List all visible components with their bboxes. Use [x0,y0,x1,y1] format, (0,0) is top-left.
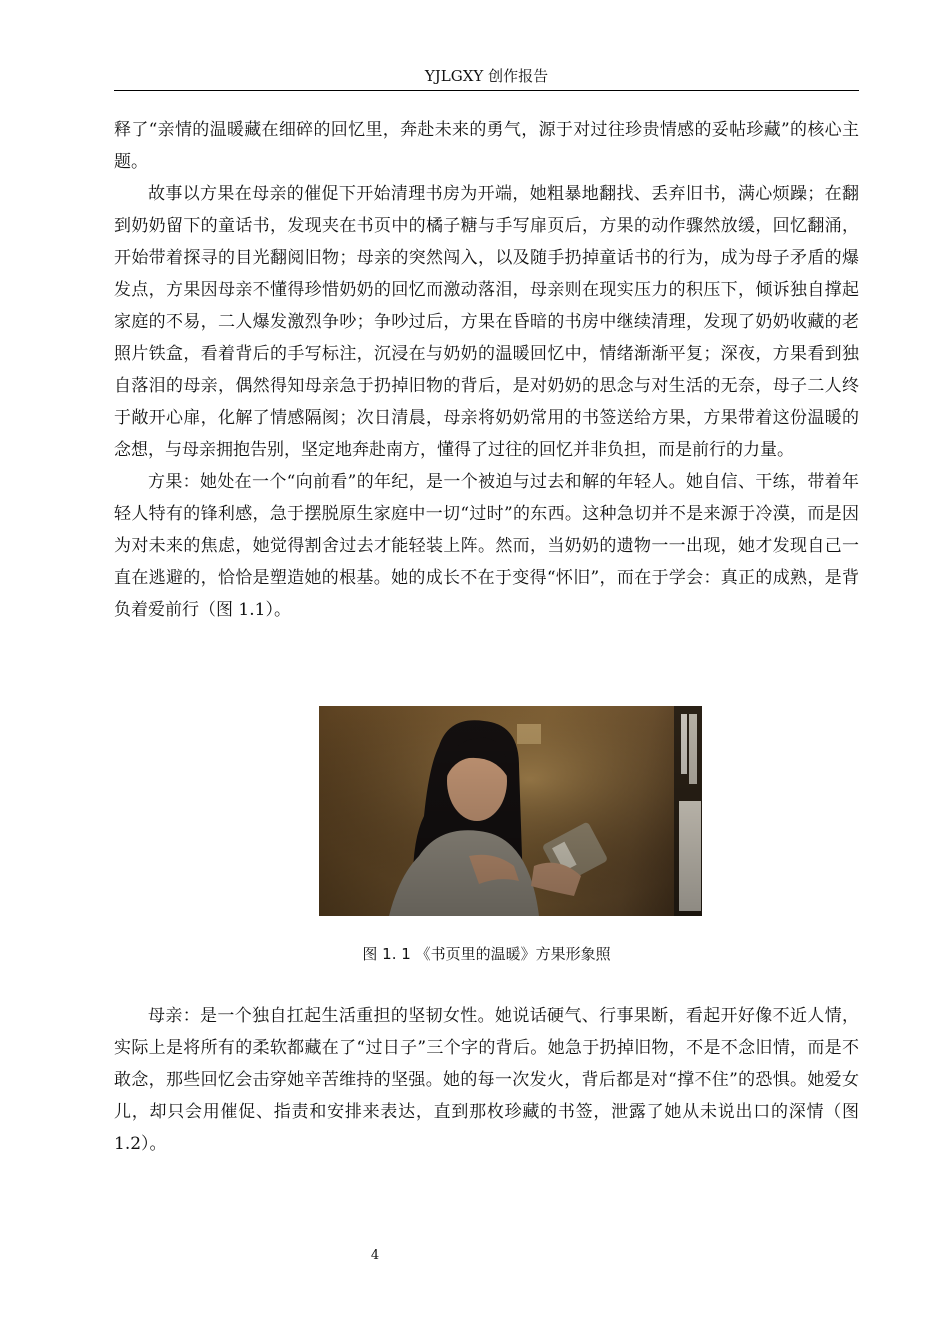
photo-illustration [319,706,702,916]
paragraph-character-fangguo: 方果：她处在一个“向前看”的年纪，是一个被迫与过去和解的年轻人。她自信、干练，带着年轻人特有的锋利感，急于摆脱原生家庭中一切“过时”的东西。这种急切并不是来源于冷漠，而是因为对未来的焦虑，她觉得割舍过去才能轻装上阵。然而，当奶奶的遗物一一出现，她才发现自己一直在逃避的，恰恰是塑造她的根基。她的成长不在于变得“怀旧”，而在于学会：真正的成熟，是背负着爱前行（图 1.1）。 [114,472,859,620]
figure-caption: 图 1. 1 《书页里的温暖》方果形象照 [362,945,611,963]
page-number: 4 [370,1248,380,1263]
body-text-top [114,114,859,626]
paragraph-character-mother: 母亲：是一个独自扛起生活重担的坚韧女性。她说话硬气、行事果断，看起开好像不近人情，实际上是将所有的柔软都藏在了“过日子”三个字的背后。她急于扔掉旧物，不是不念旧情，而是不敢念，那些回忆会击穿她辛苦维持的坚强。她的每一次发火，背后都是对“撑不住”的恐惧。她爱女儿，却只会用催促、指责和安排来表达，直到那枚珍藏的书签，泄露了她从未说出口的深情（图 1.2）。 [114,1006,859,1154]
body-text-bottom [114,1000,859,1160]
header-divider [114,90,859,91]
paragraph-story-synopsis: 故事以方果在母亲的催促下开始清理书房为开端，她粗暴地翻找、丢弃旧书，满心烦躁；在翻到奶奶留下的童话书，发现夹在书页中的橘子糖与手写扉页后，方果的动作骤然放缓，回忆翻涌，开始带着探寻的目光翻阅旧物；母亲的突然闯入，以及随手扔掉童话书的行为，成为母子矛盾的爆发点，方果因母亲不懂得珍惜奶奶的回忆而激动落泪，母亲则在现实压力的积压下，倾诉独自撑起家庭的不易，二人爆发激烈争吵；争吵过后，方果在昏暗的书房中继续清理，发现了奶奶收藏的老照片铁盒，看着背后的手写标注，沉浸在与奶奶的温暖回忆中，情绪渐渐平复；深夜，方果看到独自落泪的母亲，偶然得知母亲急于扔掉旧物的背后，是对奶奶的思念与对生活的无奈，母子二人终于敞开心扉，化解了情感隔阂；次日清晨，母亲将奶奶常用的书签送给方果，方果带着这份温暖的念想，与母亲拥抱告别，坚定地奔赴南方，懂得了过往的回忆并非负担，而是前行的力量。 [114,184,859,460]
paragraph-theme-continuation: 释了“亲情的温暖藏在细碎的回忆里，奔赴未来的勇气，源于对过往珍贵情感的妥帖珍藏”的核心主题。 [114,120,859,172]
figure-photo-fangguo [319,706,702,916]
page-header: YJLGXY 创作报告 [424,67,549,85]
